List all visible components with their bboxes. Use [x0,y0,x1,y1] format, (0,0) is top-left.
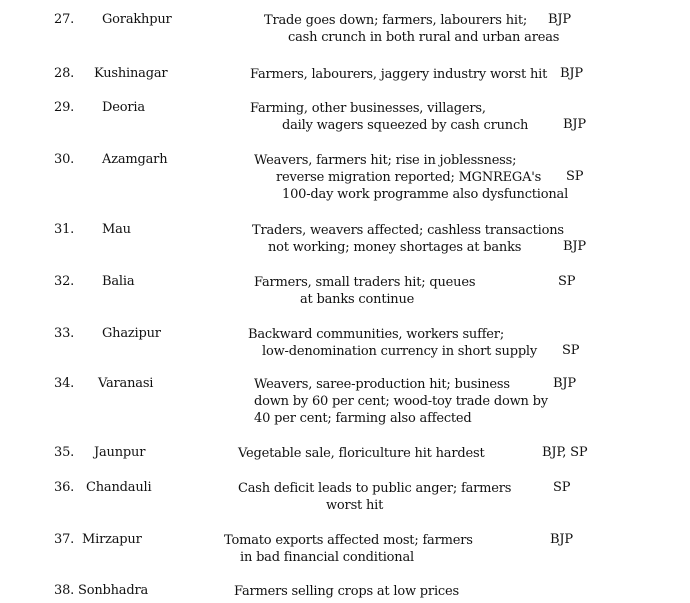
impact-text [264,12,559,46]
row-number: 29. [54,100,75,115]
impact-line: Tomato exports affected most; farmers [224,533,473,548]
party-label: SP [562,343,580,358]
row-number: 28. [54,66,75,81]
district-name: Azamgarh [102,152,168,167]
impact-line: Cash deficit leads to public anger; farmers [238,481,512,496]
impact-text [250,100,528,134]
impact-line: at banks continue [300,292,415,307]
district-name: Balia [102,274,135,289]
impact-line: Traders, weavers affected; cashless transactions [252,223,564,238]
party-label: BJP, SP [542,445,588,460]
district-name: Kushinagar [94,66,168,81]
party-label: BJP [563,239,586,254]
district-name: Ghazipur [102,326,161,341]
impact-line: 100-day work programme also dysfunctional [282,187,569,202]
district-name: Deoria [102,100,145,115]
impact-line: not working; money shortages at banks [268,240,522,255]
impact-line: Farmers, labourers, jaggery industry worst hit [250,67,548,82]
row-number: 38. [54,583,75,598]
impact-text [224,532,473,566]
row-number: 36. [54,480,75,495]
row-number: 37. [54,532,75,547]
impact-line: reverse migration reported; MGNREGA's [276,170,542,185]
impact-line: Backward communities, workers suffer; [248,327,504,342]
district-name: Mau [102,222,131,237]
impact-text [254,274,475,308]
district-name: Gorakhpur [102,12,172,27]
party-label: BJP [563,117,586,132]
impact-line: Trade goes down; farmers, labourers hit; [264,13,528,28]
impact-line: daily wagers squeezed by cash crunch [282,118,529,133]
row-number: 33. [54,326,75,341]
impact-text [254,376,548,427]
district-name: Mirzapur [82,532,142,547]
party-label: SP [553,480,571,495]
impact-line: Farming, other businesses, villagers, [250,101,486,116]
impact-line: in bad financial conditional [240,550,414,565]
impact-line: worst hit [326,498,384,513]
impact-line: Vegetable sale, floriculture hit hardest [238,446,485,461]
impact-text [238,480,511,514]
impact-text [250,66,547,83]
party-label: SP [558,274,576,289]
impact-text [238,445,484,462]
row-number: 27. [54,12,75,27]
impact-line: down by 60 per cent; wood-toy trade down by [254,394,548,409]
district-name: Sonbhadra [78,583,149,598]
impact-text [254,152,568,203]
party-label: SP [566,169,584,184]
district-name: Varanasi [98,376,154,391]
impact-line: Farmers selling crops at low prices [234,584,459,599]
impact-line: Farmers, small traders hit; queues [254,275,476,290]
impact-line: 40 per cent; farming also affected [254,411,472,426]
party-label: BJP [550,532,573,547]
row-number: 31. [54,222,75,237]
impact-line: cash crunch in both rural and urban areas [288,30,560,45]
district-name: Chandauli [86,480,152,495]
row-number: 34. [54,376,75,391]
impact-line: Weavers, saree-production hit; business [254,377,510,392]
impact-text [248,326,537,360]
district-name: Jaunpur [94,445,146,460]
row-number: 35. [54,445,75,460]
row-number: 30. [54,152,75,167]
impact-line: Weavers, farmers hit; rise in joblessness; [254,153,517,168]
party-label: BJP [560,66,583,81]
row-number: 32. [54,274,75,289]
impact-text [234,583,459,600]
impact-text [252,222,564,256]
impact-line: low-denomination currency in short supply [262,344,538,359]
party-label: BJP [548,12,571,27]
party-label: BJP [553,376,576,391]
